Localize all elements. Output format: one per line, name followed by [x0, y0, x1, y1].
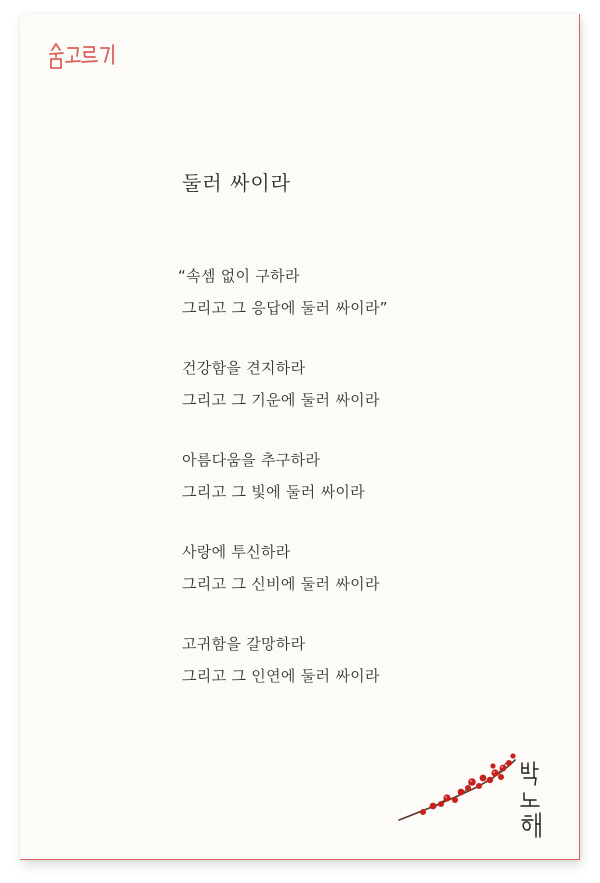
poem-body: [178, 260, 538, 720]
poem-line: 건강함을 견지하라: [182, 359, 306, 377]
brand-logo: [48, 40, 128, 76]
poem-line: 사랑에 투신하라: [182, 543, 291, 561]
poem-line: 그리고 그 응답에 둘러 싸이라”: [182, 299, 388, 317]
stanza: [178, 628, 538, 692]
poem-line: “속셈 없이 구하라: [178, 267, 300, 285]
poem-line: 고귀함을 갈망하라: [182, 635, 306, 653]
poem-line: 그리고 그 기운에 둘러 싸이라: [182, 391, 380, 409]
berry-branch-icon: [395, 744, 520, 824]
poem-line: 그리고 그 빛에 둘러 싸이라: [182, 483, 365, 501]
poem-title: 둘러 싸이라: [182, 171, 291, 195]
stanza: [178, 352, 538, 416]
author-signature: [516, 759, 546, 841]
poem-line: 그리고 그 신비에 둘러 싸이라: [182, 575, 380, 593]
poem-line: 아름다움을 추구하라: [182, 451, 321, 469]
poem-card: [20, 14, 580, 860]
stanza: [178, 444, 538, 508]
poem-line: 그리고 그 인연에 둘러 싸이라: [182, 667, 380, 685]
stanza: [178, 536, 538, 600]
stanza: [178, 260, 538, 324]
